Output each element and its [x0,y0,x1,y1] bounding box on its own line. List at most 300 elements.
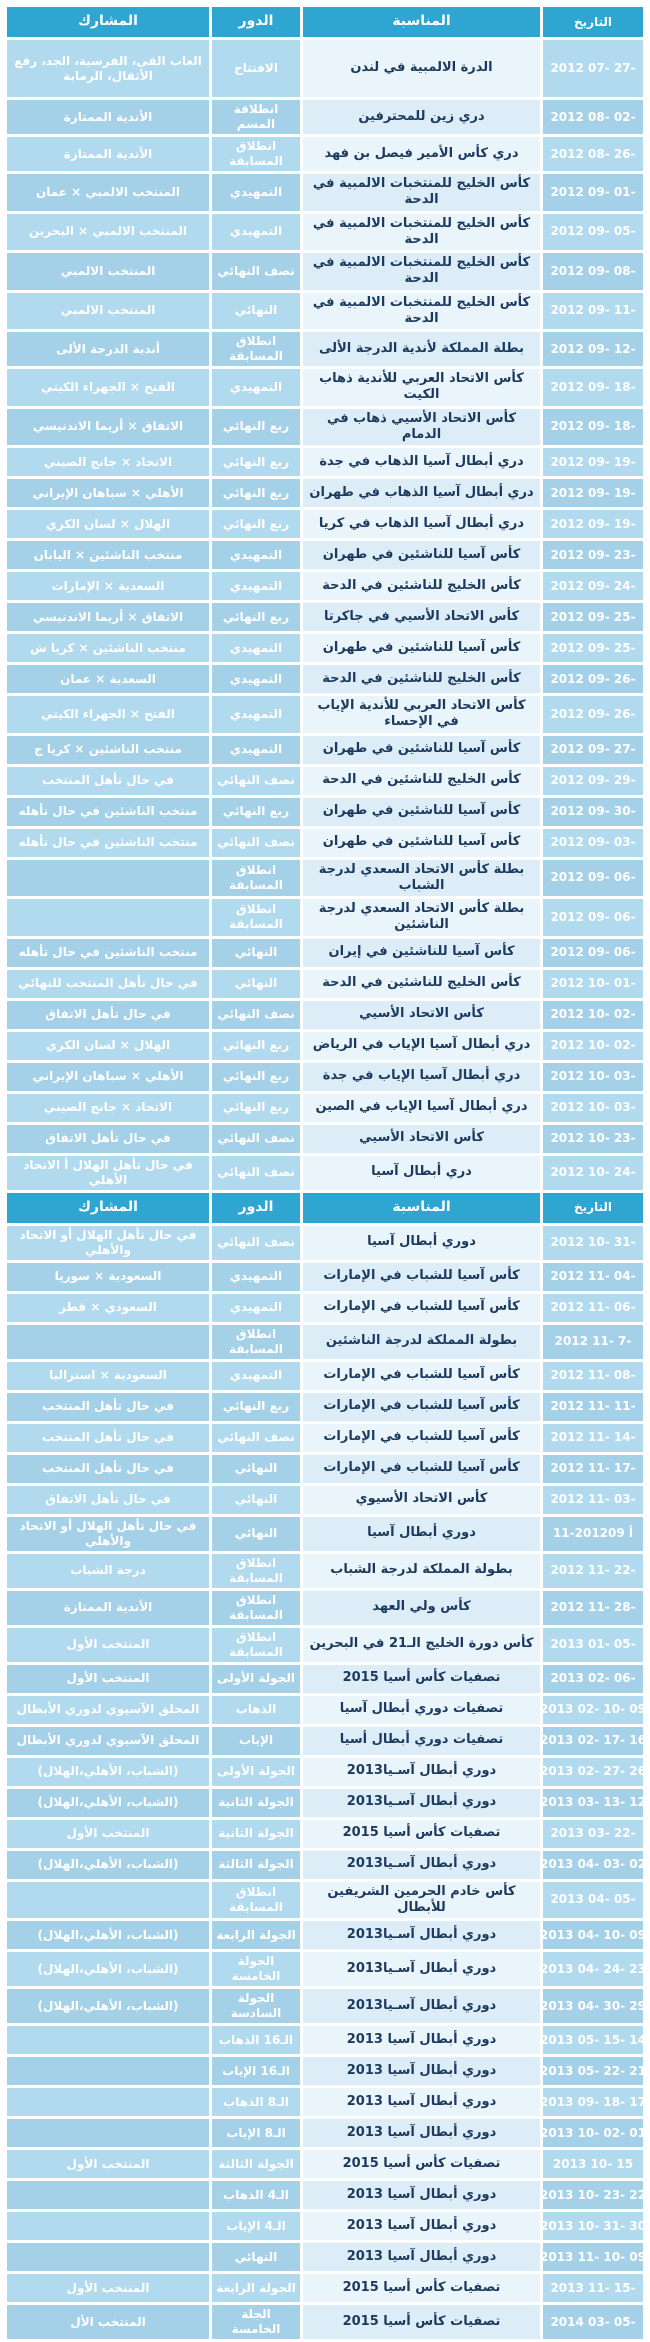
participant-cell [7,1455,209,1483]
date-cell [543,1156,643,1190]
participant-cell [7,369,209,406]
occasion-cell-text: تصفيات كأس أسيا 2015 [342,2313,501,2329]
role-cell-text: انطلاقة المسم [233,102,279,131]
date-cell-text: 2012 09- 11- [550,303,636,318]
occasion-cell-text: دري أبطال آسيا الإياب في الصين [315,1099,528,1115]
table-row [7,253,643,290]
table-row [7,1789,646,1817]
role-cell-text: الجولة الرابعة [216,1927,296,1942]
occasion-cell-text: كأس آسيا للشباب في الإمارات [323,1367,520,1383]
occasion-cell-text: كأس الاتحاد الأسيي في جاكرتا [323,608,520,624]
table-row [7,479,643,507]
date-cell [543,1591,643,1625]
participant-cell-text: في حال تأهل المنتخب [42,1461,174,1475]
participant-cell [7,1696,209,1724]
date-cell-text: 2012 09- 30- [550,804,636,818]
participant-cell [7,510,209,538]
occasion-cell [303,603,540,631]
role-cell [212,2243,300,2271]
role-cell-text: التمهيدي [229,1300,283,1314]
date-cell [543,1393,643,1421]
role-cell-text: نصف النهائي [217,773,295,787]
sports-schedule-table [7,7,646,2339]
occasion-cell-text: كأس الاتحاد الأسيوي [355,1491,488,1507]
table-row [7,1554,643,1588]
occasion-cell [303,510,540,538]
participant-cell-text: منتخب الناشئين × كريا ش [30,640,186,655]
date-cell-text: 2012 09- 06- [550,870,636,885]
header-participant-text: المشارك [78,13,138,30]
participant-cell [7,1517,209,1551]
table-row [7,369,643,406]
role-cell-text: النهائي [234,1492,278,1506]
participant-cell-text: في حال تأهل المنتخب [42,1399,174,1413]
participant-cell [7,2026,209,2054]
occasion-cell-text: كأس آسيا للناشئين في طهران [322,546,521,562]
role-cell-text: التمهيدي [229,742,283,756]
table-row [7,409,643,446]
participant-cell-text: الفتح × الجهراء الكيتي [41,379,175,394]
role-cell-text: انطلاق المسابقة [229,1592,283,1622]
occasion-cell [303,2243,540,2271]
date-cell [543,1424,643,1452]
role-cell [212,1727,300,1755]
date-cell-text: 2012 10- 02- [550,1007,636,1021]
occasion-cell [303,1063,540,1091]
date-cell [543,767,643,795]
participant-cell-text: درجة الشباب [70,1563,146,1577]
participant-cell-text: المحلق الآسيوي لدوري الأبطال [16,1702,200,1716]
occasion-cell-text: دوري أبطال آسيا [367,1234,476,1250]
role-cell [212,1882,300,1919]
header-date-text: التاريخ [573,14,613,29]
date-cell-text: 2012 09- 03- [550,835,636,849]
participant-cell [7,293,209,330]
header-role-text: الدور [238,13,274,30]
occasion-cell [303,1263,540,1291]
role-cell [212,1263,300,1291]
occasion-cell-text: كأس آسيا للناشئين في طهران [322,834,521,850]
date-cell-text: 2012 09- 24- [550,578,636,593]
date-cell-text: 2012 09- 19- [550,485,636,500]
occasion-cell-text: كأس الخليج للناشئين في الدحة [322,577,521,593]
table-row [7,100,643,134]
participant-cell-text: المنتخب الأول [66,1637,150,1651]
role-cell [212,40,300,97]
participant-cell [7,829,209,857]
table-row [7,2305,643,2339]
date-cell-text: 2012 09- 23- [550,547,636,562]
role-cell-text: الجولة الثانية [218,1826,294,1840]
header-occasion-text: المناسبة [392,1198,451,1215]
table-row [7,2212,646,2240]
table-row [7,174,643,211]
occasion-cell-text: كأس آسيا للناشئين في إيران [328,944,515,960]
table-row [7,1063,643,1091]
occasion-cell-text: دري أبطال آسيا الذهاب في طهران [309,484,534,500]
role-cell-text: ربع النهائي [222,419,290,434]
header-participant-text: المشارك [78,1198,138,1215]
role-cell [212,1294,300,1322]
date-cell-text: 2012 11- 06- [550,1300,636,1314]
participant-cell-text: في حال تأهل الاتفاق [45,1007,171,1021]
participant-cell [7,409,209,446]
occasion-cell-text: كأس آسيا للناشئين في طهران [322,741,521,757]
participant-cell [7,603,209,631]
occasion-cell-text: دوري أبطال آسـيا2013 [346,1926,497,1942]
occasion-cell-text: كأس آسيا للشباب في الإمارات [323,1429,520,1445]
participant-cell-text: الأهلي × سباهان الإيراني [32,1069,184,1083]
occasion-cell [303,1486,540,1514]
participant-cell-text: المنتخب الأول [66,2156,150,2171]
occasion-cell [303,174,540,211]
table-row [7,603,643,631]
date-cell [540,2057,646,2085]
participant-cell [7,479,209,507]
participant-cell [7,736,209,764]
date-cell [543,409,643,446]
participant-cell-text: الأندية الممتازة [63,1600,153,1614]
date-cell [543,1820,643,1848]
occasion-cell [303,970,540,998]
occasion-cell [303,665,540,693]
date-cell-text: 2012 10- 01- [550,976,636,990]
table-row [7,1325,643,1359]
participant-cell [7,899,209,936]
table-row [7,2026,646,2054]
occasion-cell [303,1325,540,1359]
date-cell [543,1554,643,1588]
table-row [7,1424,643,1452]
date-cell [543,696,643,733]
role-cell-text: الذهاب [235,1702,277,1716]
occasion-cell-text: كأس آسيا للشباب في الإمارات [323,1299,520,1315]
table-row [7,2088,646,2116]
occasion-cell [303,1032,540,1060]
occasion-cell-text: دوري أبطال آسيا 2013 [346,2062,497,2078]
date-cell [543,1486,643,1514]
role-cell [212,1820,300,1848]
table-row [7,1156,643,1190]
date-cell-text: 2012 08- 02- [550,109,636,124]
participant-cell [7,1851,209,1879]
date-cell-text: 2012 10- 23- [550,1131,636,1145]
participant-cell [7,1424,209,1452]
date-cell [543,510,643,538]
participant-cell [7,1882,209,1919]
table-row [7,767,643,795]
occasion-cell [303,1156,540,1190]
occasion-cell-text: كأس آسيا للناشئين في طهران [322,803,521,819]
table-row [7,1921,646,1949]
table-row [7,1851,646,1879]
participant-cell-text: الأهلي × سباهان الإيراني [32,485,184,500]
occasion-cell-text: كأس الخليج للناشئين في الدحة [322,772,521,788]
occasion-cell-text: تصفيات كأس أسيا 2015 [342,2155,501,2171]
participant-cell [7,1226,209,1260]
table-row [7,1628,643,1662]
role-cell-text: نصف النهائي [217,1165,295,1179]
occasion-cell [303,479,540,507]
role-cell [212,603,300,631]
occasion-cell-text: دوري أبطال آسـيا2013 [346,1794,497,1810]
participant-cell [7,665,209,693]
date-cell [543,1094,643,1122]
participant-cell-text: المنتخب الأول [66,2280,150,2295]
participant-cell [7,1263,209,1291]
role-cell [212,1851,300,1879]
header-occasion [303,1193,540,1223]
date-cell [543,798,643,826]
participant-cell-text: الاتحاد × جانج الصيني [43,454,173,469]
occasion-cell-text: دوري أبطال آسـيا2013 [346,1763,497,1779]
date-cell [543,541,643,569]
occasion-cell [303,899,540,936]
occasion-cell [303,1455,540,1483]
role-cell-text: الجولة الثانية [218,1795,294,1809]
occasion-cell-text: كأس الاتحاد العربي للأندية الإياب في الإحساء [317,698,526,730]
role-cell [212,1628,300,1662]
role-cell [212,1156,300,1190]
participant-cell [7,1294,209,1322]
date-cell-text: 2014 03- 05- [550,2314,636,2329]
participant-cell-text: الاتفاق × أريما الاندنيسي [32,419,184,434]
date-cell [543,40,643,97]
occasion-cell [303,409,540,446]
date-cell-text: 2013 03- 13- 12 [540,1795,646,1809]
occasion-cell [303,736,540,764]
occasion-cell-text: دري زين للمحترفين [358,108,485,124]
table-row [7,1094,643,1122]
date-cell-text: 2013 11- 15- [550,2280,636,2295]
participant-cell [7,1063,209,1091]
role-cell-text: الجولة الثالثة [218,2156,294,2171]
role-cell [212,1486,300,1514]
occasion-cell-text: تصفيات كأس أسيا 2015 [342,2279,501,2295]
participant-cell [7,2243,209,2271]
participant-cell-text: (الشباب، الأهلي،الهلال) [37,1795,179,1809]
role-cell [212,1591,300,1625]
date-cell [540,2181,646,2209]
date-cell [543,2274,643,2302]
date-cell-text: 2013 04- 10- 09 [540,1927,646,1942]
occasion-cell [303,1125,540,1153]
role-cell [212,2119,300,2147]
participant-cell-text: المنتخب الأل [70,2314,146,2329]
participant-cell-text: الأندية الممتازة [63,146,153,161]
occasion-cell [303,939,540,967]
occasion-cell-text: كأس الاتحاد الأسيي [359,1130,484,1146]
occasion-cell-text: بطولة المملكة لدرجة الناشئين [325,1333,518,1349]
occasion-cell [303,40,540,97]
role-cell [212,1455,300,1483]
occasion-cell [303,1226,540,1260]
occasion-cell [303,137,540,171]
role-cell [212,448,300,476]
occasion-cell-text: تصفيات كأس أسيا 2015 [342,1670,501,1686]
table-row [7,1263,643,1291]
occasion-cell [303,369,540,406]
occasion-cell [303,448,540,476]
participant-cell [7,572,209,600]
date-cell [540,1851,646,1879]
date-cell [543,1001,643,1029]
participant-cell [7,1393,209,1421]
role-cell [212,1952,300,1986]
role-cell-text: نصف النهائي [217,1430,295,1444]
table-row [7,1226,643,1260]
date-cell [543,332,643,366]
table-row [7,1486,643,1514]
occasion-cell-text: تصفيات كأس أسيا 2015 [342,1825,501,1841]
date-cell-text: 2012 10- 03- [550,1100,636,1114]
occasion-cell [303,1882,540,1919]
role-cell-text: التمهيدي [229,547,283,562]
date-cell [543,603,643,631]
occasion-cell [303,1727,540,1755]
header-occasion [303,7,540,37]
table-row [7,829,643,857]
participant-cell-text: منتخب الناشئين في حال تأهله [18,835,198,849]
date-cell-text: 2012 11- 17- [550,1461,636,1475]
occasion-cell [303,2305,540,2339]
date-cell-text: 2013 10- 02- 01 [540,2125,646,2140]
date-cell [543,860,643,897]
occasion-cell-text: كأس الخليج للمنتخبات الالمبية في الدحة [312,255,531,287]
participant-cell-text: في حال تأهل الهلال أو الاتحاد والأهلي [19,1227,197,1257]
date-cell-text: 2012 11- 14- [550,1430,636,1444]
occasion-cell-text: بطولة المملكة لدرجة الشباب [330,1562,513,1578]
header-date-text: التاريخ [573,1200,613,1214]
table-row [7,2181,646,2209]
date-cell [543,939,643,967]
role-cell-text: التمهيدي [229,224,283,239]
role-cell [212,829,300,857]
date-cell [543,137,643,171]
occasion-cell [303,2181,540,2209]
occasion-cell-text: دوري أبطال آسيا [367,1525,476,1541]
table-row [7,2274,643,2302]
table-row [7,1758,646,1786]
occasion-cell [303,1952,540,1986]
date-cell [543,1455,643,1483]
header-participant [7,7,209,37]
occasion-cell-text: دري أبطال آسيا الذهاب في جدة [319,453,524,469]
role-cell-text: ربع النهائي [222,609,290,624]
date-cell-text: 2012 09- 18- [550,419,636,434]
occasion-cell [303,1665,540,1693]
participant-cell [7,253,209,290]
participant-cell [7,2057,209,2085]
role-cell-text: الـ16 الإياب [222,2063,290,2078]
role-cell [212,510,300,538]
occasion-cell-text: كأس آسيا للشباب في الإمارات [323,1460,520,1476]
date-cell [543,1362,643,1390]
participant-cell-text: المنتخب الالمبي [60,303,156,318]
date-cell [543,1294,643,1322]
table-row [7,1989,646,2023]
date-cell [543,293,643,330]
occasion-cell-text: دوري أبطال آسيا 2013 [346,2093,497,2109]
participant-cell-text: منتخب الناشئين × اليابان [33,547,183,562]
role-cell-text: نصف النهائي [217,1007,295,1021]
date-cell-text: 2012 09- 19- [550,516,636,531]
date-cell [540,1952,646,1986]
participant-cell [7,332,209,366]
occasion-cell [303,1820,540,1848]
date-cell [543,899,643,936]
table-row [7,860,643,897]
role-cell [212,332,300,366]
participant-cell [7,174,209,211]
role-cell-text: الجولة الثالثة [218,1857,294,1871]
occasion-cell [303,332,540,366]
date-cell-text: 2012 09- 06- [550,909,636,924]
occasion-cell [303,2150,540,2178]
table-row [7,1820,643,1848]
occasion-cell-text: بطلة كأس الاتحاد السعدي لدرجة الشباب [318,861,525,893]
date-cell-text: 2013 10- 15 [552,2156,634,2171]
role-cell-text: نصف النهائي [217,1131,295,1145]
date-cell [540,2119,646,2147]
occasion-cell-text: كأس الخليج للناشئين في الدحة [322,975,521,991]
occasion-cell-text: كأس خادم الحرمين الشريفين للأبطال [327,1883,516,1915]
occasion-cell-text: كأس الخليج للمنتخبات الالمبية في الدحة [312,215,531,247]
role-cell-text: ربع النهائي [222,1100,290,1114]
date-cell [543,369,643,406]
role-cell [212,214,300,251]
occasion-cell-text: دوري أبطال آسيا 2013 [346,2124,497,2140]
table-row [7,798,643,826]
participant-cell [7,137,209,171]
date-cell-text: 2012 09- 19- [550,454,636,469]
role-cell [212,1921,300,1949]
role-cell-text: انطلاق المسابقة [229,1629,283,1659]
role-cell [212,2305,300,2339]
date-cell-text: 2012 09- 06- [550,945,636,959]
role-cell-text: ربع النهائي [222,485,290,500]
participant-cell [7,1362,209,1390]
role-cell [212,1424,300,1452]
occasion-cell-text: بطلة المملكة لأندية الدرجة الألى [319,340,524,356]
table-row [7,970,643,998]
occasion-cell-text: كأس ولي العهد [372,1599,471,1615]
occasion-cell-text: كأس الاتحاد الأسيي [359,1006,484,1022]
participant-cell-text: منتخب الناشئين في حال تأهله [18,804,198,818]
role-cell-text: ربع النهائي [222,804,290,818]
table-row [7,332,643,366]
date-cell-text: 2013 04- 05- [550,1892,636,1907]
participant-cell-text: المنتخب الأول [66,1671,150,1685]
occasion-cell-text: كأس الاتحاد العربي للأندية ذهاب الكيت [319,371,524,403]
participant-cell-text: المحلق الآسيوي لدوري الأبطال [16,1733,200,1747]
table-row [7,696,643,733]
participant-cell [7,1125,209,1153]
participant-cell [7,2088,209,2116]
occasion-cell-text: كأس الخليج للناشئين في الدحة [322,670,521,686]
table-row [7,1032,643,1060]
participant-cell-text: في حال تأهل الاتفاق [45,1131,171,1145]
date-cell-text: 2012 09- 27- [550,742,636,756]
participant-cell-text: في حال تأهل الهلال أو الاتحاد والأهلي [19,1518,197,1548]
role-cell-text: الـ8 الذهاب [223,2094,289,2109]
participant-cell [7,1156,209,1190]
role-cell-text: ربع النهائي [222,1069,290,1083]
occasion-cell [303,1362,540,1390]
role-cell [212,899,300,936]
date-cell [543,1032,643,1060]
occasion-cell [303,1517,540,1551]
